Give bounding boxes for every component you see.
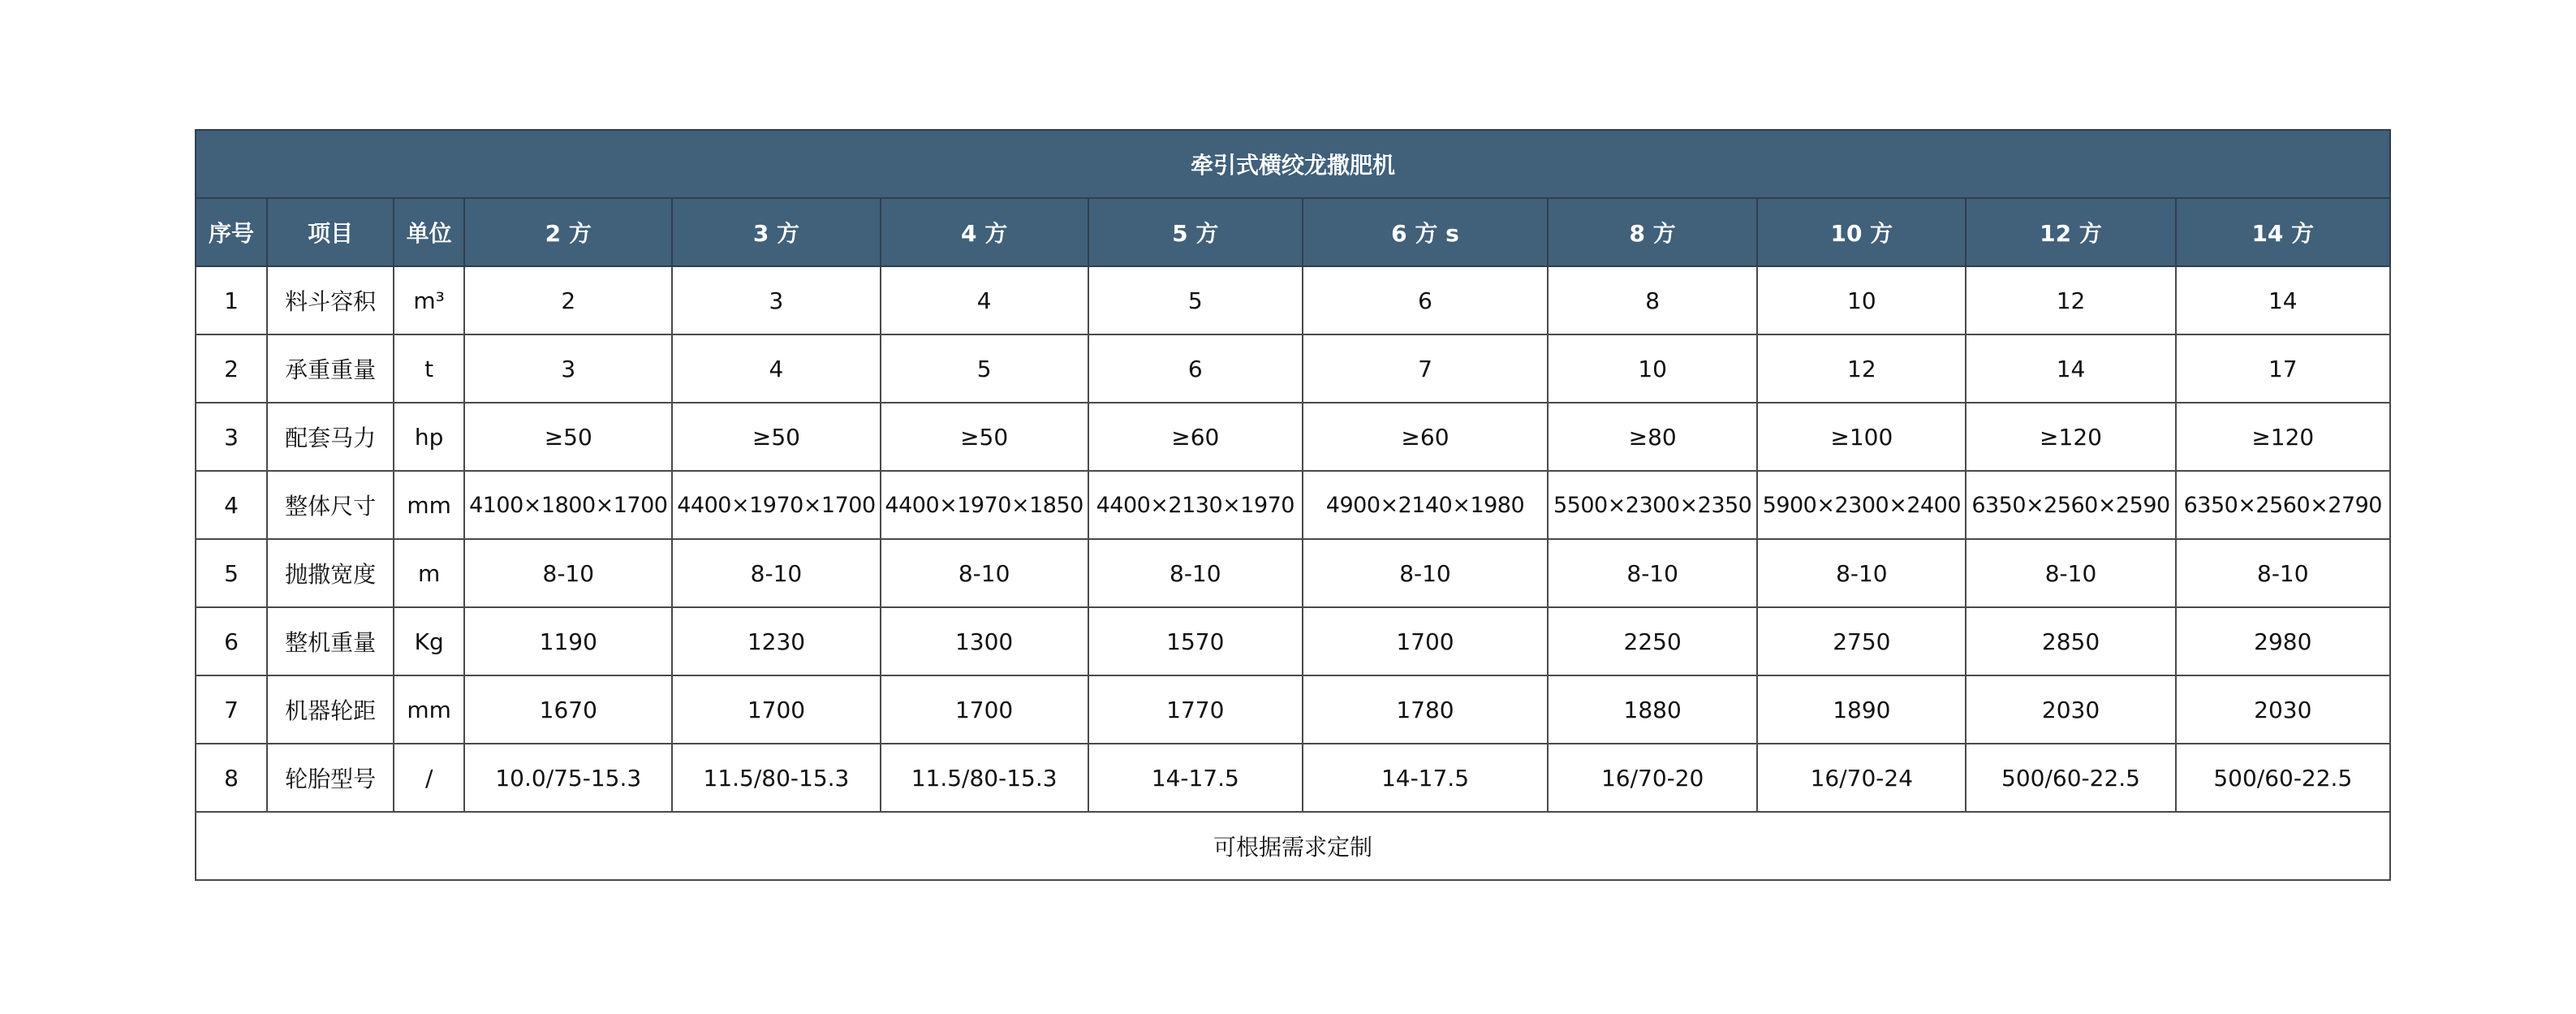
table-row: [196, 675, 2390, 744]
row-item: 抛撒宽度: [267, 539, 394, 607]
table-cell: ≥50: [672, 403, 880, 471]
row-unit: Kg: [394, 607, 464, 675]
table-cell: 8-10: [464, 539, 672, 607]
table-cell: ≥80: [1548, 403, 1757, 471]
table-row: [196, 334, 2390, 403]
table-row: [196, 539, 2390, 607]
table-cell: 8-10: [672, 539, 880, 607]
table-cell: 1300: [881, 607, 1088, 675]
row-index: 6: [196, 607, 267, 675]
row-item: 料斗容积: [267, 266, 394, 334]
table-cell: 4400×2130×1970: [1088, 471, 1303, 539]
row-unit: m³: [394, 266, 464, 334]
table-body: [196, 266, 2390, 812]
table-row: [196, 744, 2390, 812]
table-cell: 6350×2560×2590: [1966, 471, 2175, 539]
table-cell: 1190: [464, 607, 672, 675]
table-cell: 2250: [1548, 607, 1757, 675]
footer-row: [196, 812, 2390, 880]
table-cell: 1700: [672, 675, 880, 744]
row-unit: t: [394, 334, 464, 403]
table-cell: 2030: [1966, 675, 2175, 744]
row-index: 1: [196, 266, 267, 334]
table-row: [196, 607, 2390, 675]
row-index: 3: [196, 403, 267, 471]
table-cell: 5: [1088, 266, 1303, 334]
table-cell: 2980: [2176, 607, 2390, 675]
table-cell: 10.0/75-15.3: [464, 744, 672, 812]
table-cell: 1880: [1548, 675, 1757, 744]
row-unit: m: [394, 539, 464, 607]
title-row: [196, 130, 2390, 198]
table-cell: 17: [2176, 334, 2390, 403]
table-cell: 14: [1966, 334, 2175, 403]
table-title: 牵引式横绞龙撒肥机: [196, 130, 2390, 198]
column-header: 项目: [267, 198, 394, 266]
column-header: 2 方: [464, 198, 672, 266]
table-cell: 8-10: [2176, 539, 2390, 607]
spec-table: [195, 129, 2391, 881]
row-index: 8: [196, 744, 267, 812]
table-cell: 3: [672, 266, 880, 334]
table-cell: 1780: [1303, 675, 1548, 744]
row-index: 4: [196, 471, 267, 539]
table-cell: ≥50: [881, 403, 1088, 471]
table-cell: 8-10: [1088, 539, 1303, 607]
row-item: 轮胎型号: [267, 744, 394, 812]
table-cell: 4: [672, 334, 880, 403]
row-unit: /: [394, 744, 464, 812]
table-cell: 4400×1970×1700: [672, 471, 880, 539]
row-item: 机器轮距: [267, 675, 394, 744]
header-row: [196, 198, 2390, 266]
table-cell: 12: [1757, 334, 1966, 403]
table-cell: 14-17.5: [1303, 744, 1548, 812]
table-cell: 4400×1970×1850: [881, 471, 1088, 539]
column-header: 12 方: [1966, 198, 2175, 266]
table-cell: 4100×1800×1700: [464, 471, 672, 539]
table-cell: 2750: [1757, 607, 1966, 675]
column-header: 10 方: [1757, 198, 1966, 266]
table-cell: 500/60-22.5: [1966, 744, 2175, 812]
row-item: 配套马力: [267, 403, 394, 471]
table-cell: 1700: [1303, 607, 1548, 675]
table-cell: 8-10: [1757, 539, 1966, 607]
table-cell: 14-17.5: [1088, 744, 1303, 812]
row-unit: mm: [394, 471, 464, 539]
table-cell: 1890: [1757, 675, 1966, 744]
footer-note: 可根据需求定制: [196, 812, 2390, 880]
column-header: 14 方: [2176, 198, 2390, 266]
table-cell: 7: [1303, 334, 1548, 403]
row-item: 整体尺寸: [267, 471, 394, 539]
table-cell: 6: [1303, 266, 1548, 334]
table-cell: 1700: [881, 675, 1088, 744]
table-cell: 5500×2300×2350: [1548, 471, 1757, 539]
column-header: 3 方: [672, 198, 880, 266]
table-cell: 10: [1548, 334, 1757, 403]
row-item: 整机重量: [267, 607, 394, 675]
column-header: 4 方: [881, 198, 1088, 266]
table-cell: 1670: [464, 675, 672, 744]
table-cell: 11.5/80-15.3: [881, 744, 1088, 812]
table-cell: 4: [881, 266, 1088, 334]
column-header: 5 方: [1088, 198, 1303, 266]
table-cell: 14: [2176, 266, 2390, 334]
table-cell: 8-10: [1966, 539, 2175, 607]
table-cell: 8-10: [881, 539, 1088, 607]
table-cell: ≥100: [1757, 403, 1966, 471]
row-unit: hp: [394, 403, 464, 471]
table-cell: 500/60-22.5: [2176, 744, 2390, 812]
table-cell: 10: [1757, 266, 1966, 334]
table-cell: 1570: [1088, 607, 1303, 675]
table-cell: 3: [464, 334, 672, 403]
table-cell: 5900×2300×2400: [1757, 471, 1966, 539]
table-row: [196, 471, 2390, 539]
table-cell: 1230: [672, 607, 880, 675]
table-row: [196, 403, 2390, 471]
column-header: 序号: [196, 198, 267, 266]
table-cell: 11.5/80-15.3: [672, 744, 880, 812]
table-cell: ≥60: [1303, 403, 1548, 471]
row-index: 5: [196, 539, 267, 607]
table-cell: 8-10: [1303, 539, 1548, 607]
table-cell: 6350×2560×2790: [2176, 471, 2390, 539]
table-cell: 6: [1088, 334, 1303, 403]
table-row: [196, 266, 2390, 334]
table-cell: 1770: [1088, 675, 1303, 744]
column-header: 6 方 s: [1303, 198, 1548, 266]
table-cell: ≥120: [2176, 403, 2390, 471]
table-cell: 2: [464, 266, 672, 334]
table-cell: ≥60: [1088, 403, 1303, 471]
column-header: 单位: [394, 198, 464, 266]
table-cell: 16/70-20: [1548, 744, 1757, 812]
table-cell: 12: [1966, 266, 2175, 334]
row-index: 2: [196, 334, 267, 403]
row-item: 承重重量: [267, 334, 394, 403]
column-header: 8 方: [1548, 198, 1757, 266]
table-cell: 8: [1548, 266, 1757, 334]
table-cell: ≥120: [1966, 403, 2175, 471]
row-unit: mm: [394, 675, 464, 744]
table-cell: 16/70-24: [1757, 744, 1966, 812]
table-cell: 4900×2140×1980: [1303, 471, 1548, 539]
table-cell: 5: [881, 334, 1088, 403]
table-cell: 8-10: [1548, 539, 1757, 607]
table-cell: 2850: [1966, 607, 2175, 675]
table-cell: ≥50: [464, 403, 672, 471]
table-cell: 2030: [2176, 675, 2390, 744]
row-index: 7: [196, 675, 267, 744]
